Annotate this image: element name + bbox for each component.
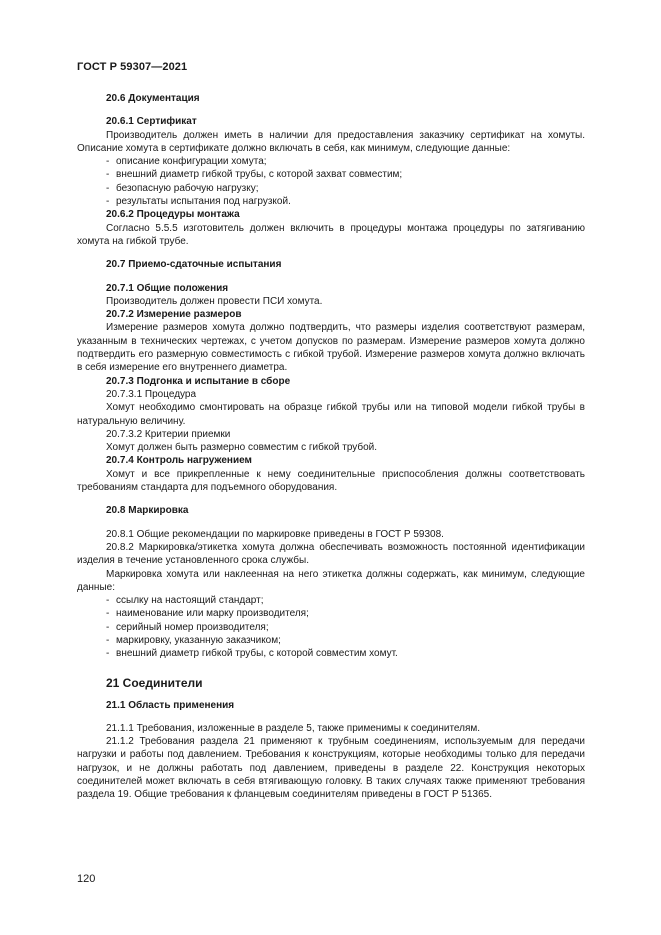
paragraph: 20.8.2 Маркировка/этикетка хомута должна обеспечивать возможность постоянной идентификации изделия в течение установленного срока службы. (77, 541, 585, 567)
list-item: - серийный номер производителя; (106, 621, 269, 633)
subsection-title: 20.7.2 Измерение размеров (106, 309, 242, 321)
section-title: 20.8 Маркировка (106, 505, 189, 517)
paragraph: Хомут необходимо смонтировать на образце гибкой трубы или на типовой модели гибкой трубы в натуральную величину. (77, 402, 585, 427)
list-item: - ссылку на настоящий стандарт; (106, 595, 264, 607)
list-item: - результаты испытания под нагрузкой. (106, 196, 291, 208)
section-title: 21.1 Область применения (106, 699, 235, 711)
list-item: - описание конфигурации хомута; (106, 156, 267, 168)
section-title: 20.6 Документация (106, 93, 200, 104)
subsection-title: 20.6.2 Процедуры монтажа (106, 209, 240, 221)
paragraph: Хомут и все прикрепленные к нему соединительные приспособления должны соответствовать требованиям стандарта для подъемного оборудования. (77, 468, 585, 494)
paragraph: Производитель должен иметь в наличии для предоставления заказчику сертификат на хомуты. Описание хомута в сертификате должно включать в себя, как минимум, следующие данные: (77, 129, 585, 154)
section-title: 20.7 Приемо-сдаточные испытания (106, 259, 282, 271)
list-item: - внешний диаметр гибкой трубы, с которой захват совместим; (106, 169, 403, 181)
subsection-title: 20.7.4 Контроль нагружением (106, 455, 252, 467)
list-item: - наименование или марку производителя; (106, 608, 309, 620)
document-body (77, 92, 585, 802)
paragraph: Согласно 5.5.5 изготовитель должен включить в процедуры монтажа процедуры по затягиванию хомута на гибкой трубе. (77, 222, 585, 247)
list-item: - маркировку, указанную заказчиком; (106, 634, 281, 646)
subsection-title: 20.7.1 Общие положения (106, 282, 229, 294)
paragraph: 21.1.1 Требования, изложенные в разделе 5, также применимы к соединителям. (106, 722, 481, 734)
list-item: - безопасную рабочую нагрузку; (106, 182, 259, 194)
list-item: - внешний диаметр гибкой трубы, с которой совместим хомут. (106, 648, 398, 660)
paragraph: Измерение размеров хомута должно подтвердить, что размеры изделия соответствуют размерам, указанным в технических чертежах, с учетом допусков по размерам. Измерение размеров хомута должно подтвердить его размерную совместимость с гибкой трубой. Измерение размеров хомута должно включать в себя измерение его внутреннего диаметра. (77, 322, 585, 374)
subsection-title: 20.7.3 Подгонка и испытание в сборе (106, 375, 291, 387)
paragraph: Производитель должен провести ПСИ хомута. (106, 295, 323, 307)
paragraph: Хомут должен быть размерно совместим с гибкой трубой. (106, 442, 378, 454)
clause-title: 20.7.3.1 Процедура (106, 388, 197, 400)
paragraph: Маркировка хомута или наклеенная на него этикетка должны содержать, как минимум, следующие данные: (77, 568, 585, 593)
paragraph: 20.8.1 Общие рекомендации по маркировке приведены в ГОСТ Р 59308. (106, 528, 444, 540)
clause-title: 20.7.3.2 Критерии приемки (106, 428, 231, 440)
subsection-title: 20.6.1 Сертификат (106, 116, 197, 128)
chapter-title: 21 Соединители (106, 675, 203, 690)
page-number: 120 (77, 873, 96, 885)
paragraph: 21.1.2 Требования раздела 21 применяют к трубным соединениям, используемым для передачи нагрузки и работы под давлением. Требования к конструкциям, которые необходимы только для передачи нагрузок, и не должны работать под давлением, приведены в разделе 22. Конструкция некоторых соединителей может включать в себя втягивающую головку. В таких случаях также применяют требования раздела 19. Общие требования к фланцевым соединителям приведены в ГОСТ Р 51365. (77, 736, 585, 801)
document-code: ГОСТ Р 59307—2021 (77, 61, 188, 73)
